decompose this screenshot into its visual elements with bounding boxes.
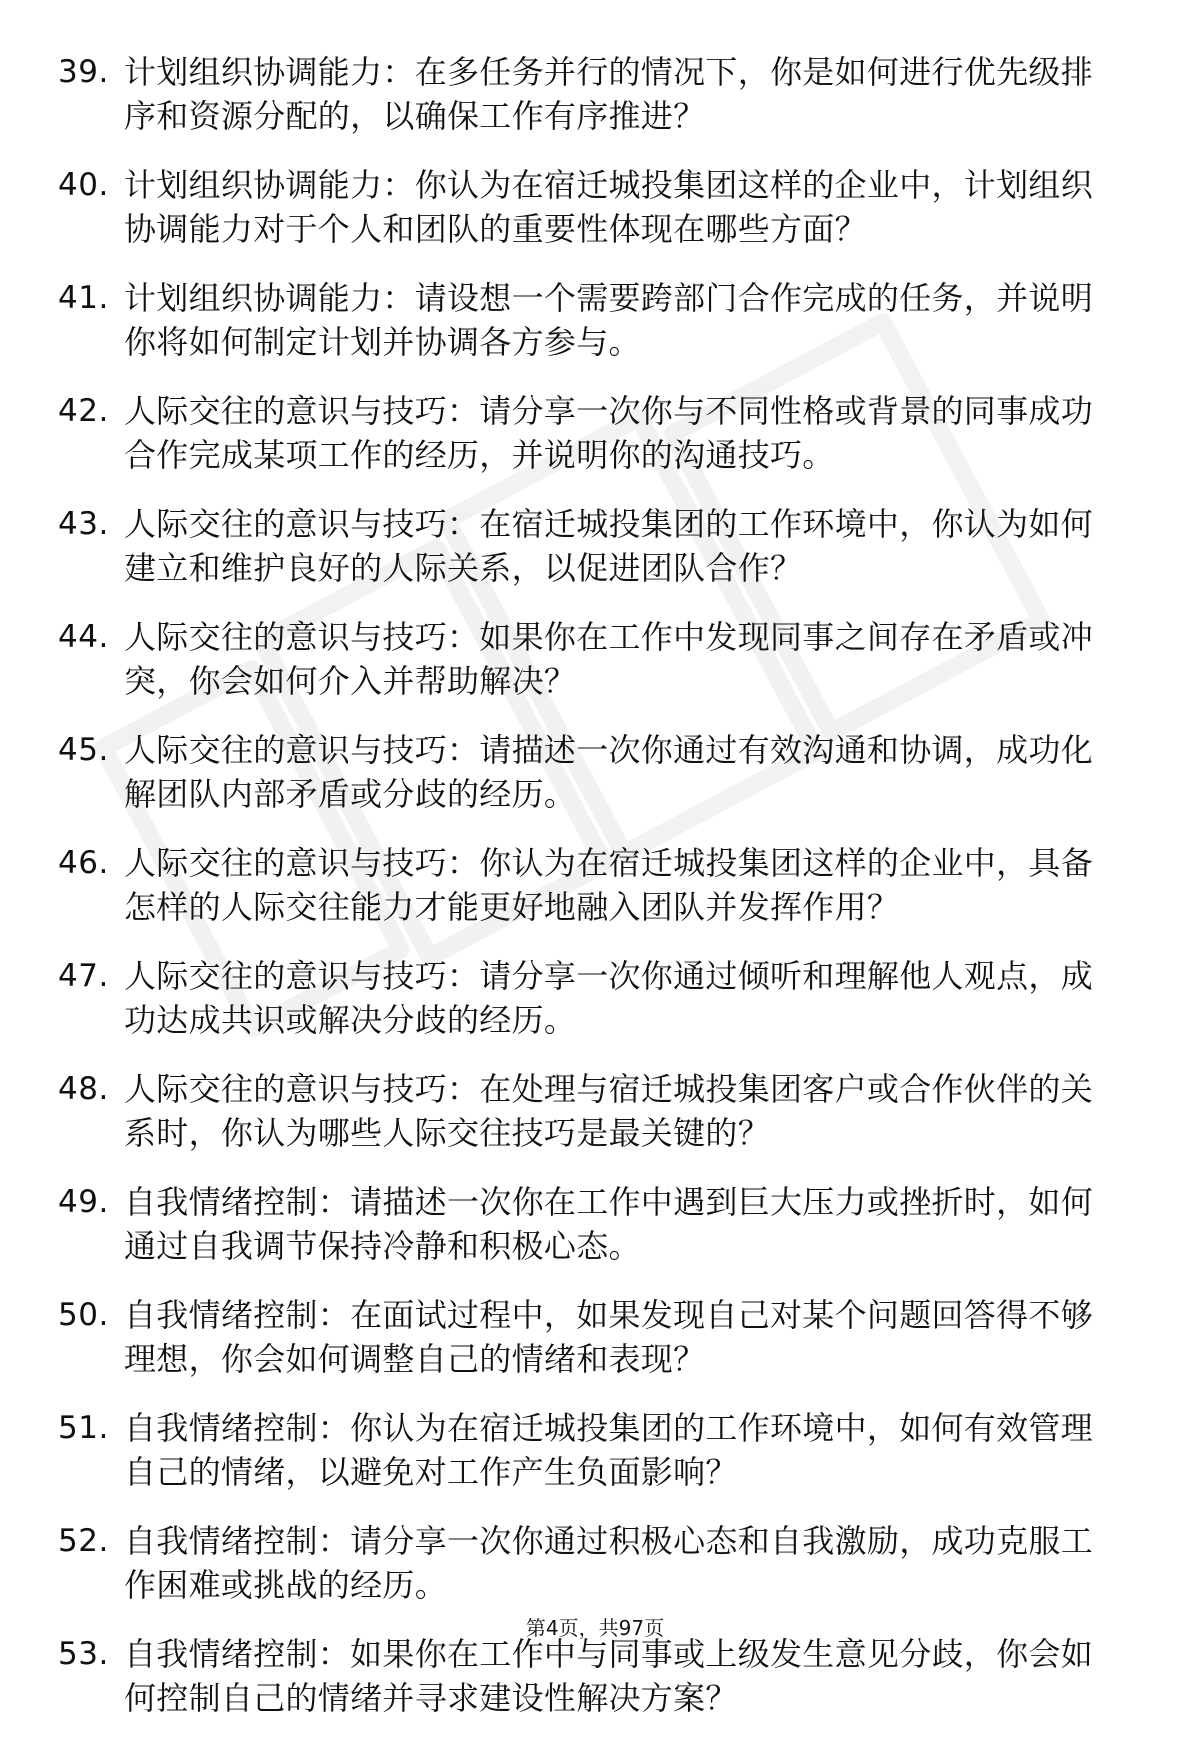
question-text: 自我情绪控制：请描述一次你在工作中遇到巨大压力或挫折时，如何通过自我调节保持冷静和积极心态。 [124,1183,1094,1265]
question-number: 44. [58,619,109,655]
question-number: 49. [58,1184,109,1220]
question-text: 自我情绪控制：如果你在工作中与同事或上级发生意见分歧，你会如何控制自己的情绪并寻求建设性解决方案？ [124,1635,1094,1717]
question-number: 47. [58,958,109,994]
page-number-label: 第4页，共97页 [525,1616,665,1640]
question-text: 人际交往的意识与技巧：如果你在工作中发现同事之间存在矛盾或冲突，你会如何介入并帮助解决？ [124,618,1094,700]
question-item [58,1406,1118,1494]
question-text: 人际交往的意识与技巧：请分享一次你与不同性格或背景的同事成功合作完成某项工作的经历，并说明你的沟通技巧。 [124,392,1094,474]
question-text: 自我情绪控制：你认为在宿迁城投集团的工作环境中，如何有效管理自己的情绪，以避免对工作产生负面影响？ [124,1409,1094,1491]
question-item [58,1519,1118,1607]
question-text: 人际交往的意识与技巧：请分享一次你通过倾听和理解他人观点，成功达成共识或解决分歧的经历。 [124,957,1094,1039]
question-number: 48. [58,1071,109,1107]
question-item [58,728,1118,816]
question-item [58,1180,1118,1268]
question-number: 45. [58,732,109,768]
question-text: 人际交往的意识与技巧：在处理与宿迁城投集团客户或合作伙伴的关系时，你认为哪些人际交往技巧是最关键的？ [124,1070,1094,1152]
question-number: 40. [58,167,109,203]
question-item [58,50,1118,138]
question-text: 人际交往的意识与技巧：你认为在宿迁城投集团这样的企业中，具备怎样的人际交往能力才能更好地融入团队并发挥作用？ [124,844,1094,926]
question-number: 41. [58,280,109,316]
question-item [58,163,1118,251]
question-text: 计划组织协调能力：在多任务并行的情况下，你是如何进行优先级排序和资源分配的，以确保工作有序推进？ [124,53,1094,135]
question-item [58,841,1118,929]
question-number: 53. [58,1636,109,1672]
question-item [58,389,1118,477]
question-item [58,1632,1118,1720]
question-number: 39. [58,54,109,90]
question-item [58,1067,1118,1155]
question-number: 43. [58,506,109,542]
question-number: 42. [58,393,109,429]
question-item [58,276,1118,364]
question-text: 人际交往的意识与技巧：在宿迁城投集团的工作环境中，你认为如何建立和维护良好的人际关系，以促进团队合作？ [124,505,1094,587]
question-text: 自我情绪控制：在面试过程中，如果发现自己对某个问题回答得不够理想，你会如何调整自己的情绪和表现？ [124,1296,1094,1378]
page-footer [0,1614,1190,1642]
question-number: 51. [58,1410,109,1446]
question-item [58,1293,1118,1381]
question-text: 计划组织协调能力：你认为在宿迁城投集团这样的企业中，计划组织协调能力对于个人和团队的重要性体现在哪些方面？ [124,166,1094,248]
question-item [58,954,1118,1042]
question-number: 52. [58,1523,109,1559]
question-list [58,50,1118,1745]
question-number: 50. [58,1297,109,1333]
question-text: 自我情绪控制：请分享一次你通过积极心态和自我激励，成功克服工作困难或挑战的经历。 [124,1522,1094,1604]
question-text: 人际交往的意识与技巧：请描述一次你通过有效沟通和协调，成功化解团队内部矛盾或分歧的经历。 [124,731,1094,813]
question-number: 46. [58,845,109,881]
question-text: 计划组织协调能力：请设想一个需要跨部门合作完成的任务，并说明你将如何制定计划并协调各方参与。 [124,279,1094,361]
question-item [58,615,1118,703]
question-item [58,502,1118,590]
